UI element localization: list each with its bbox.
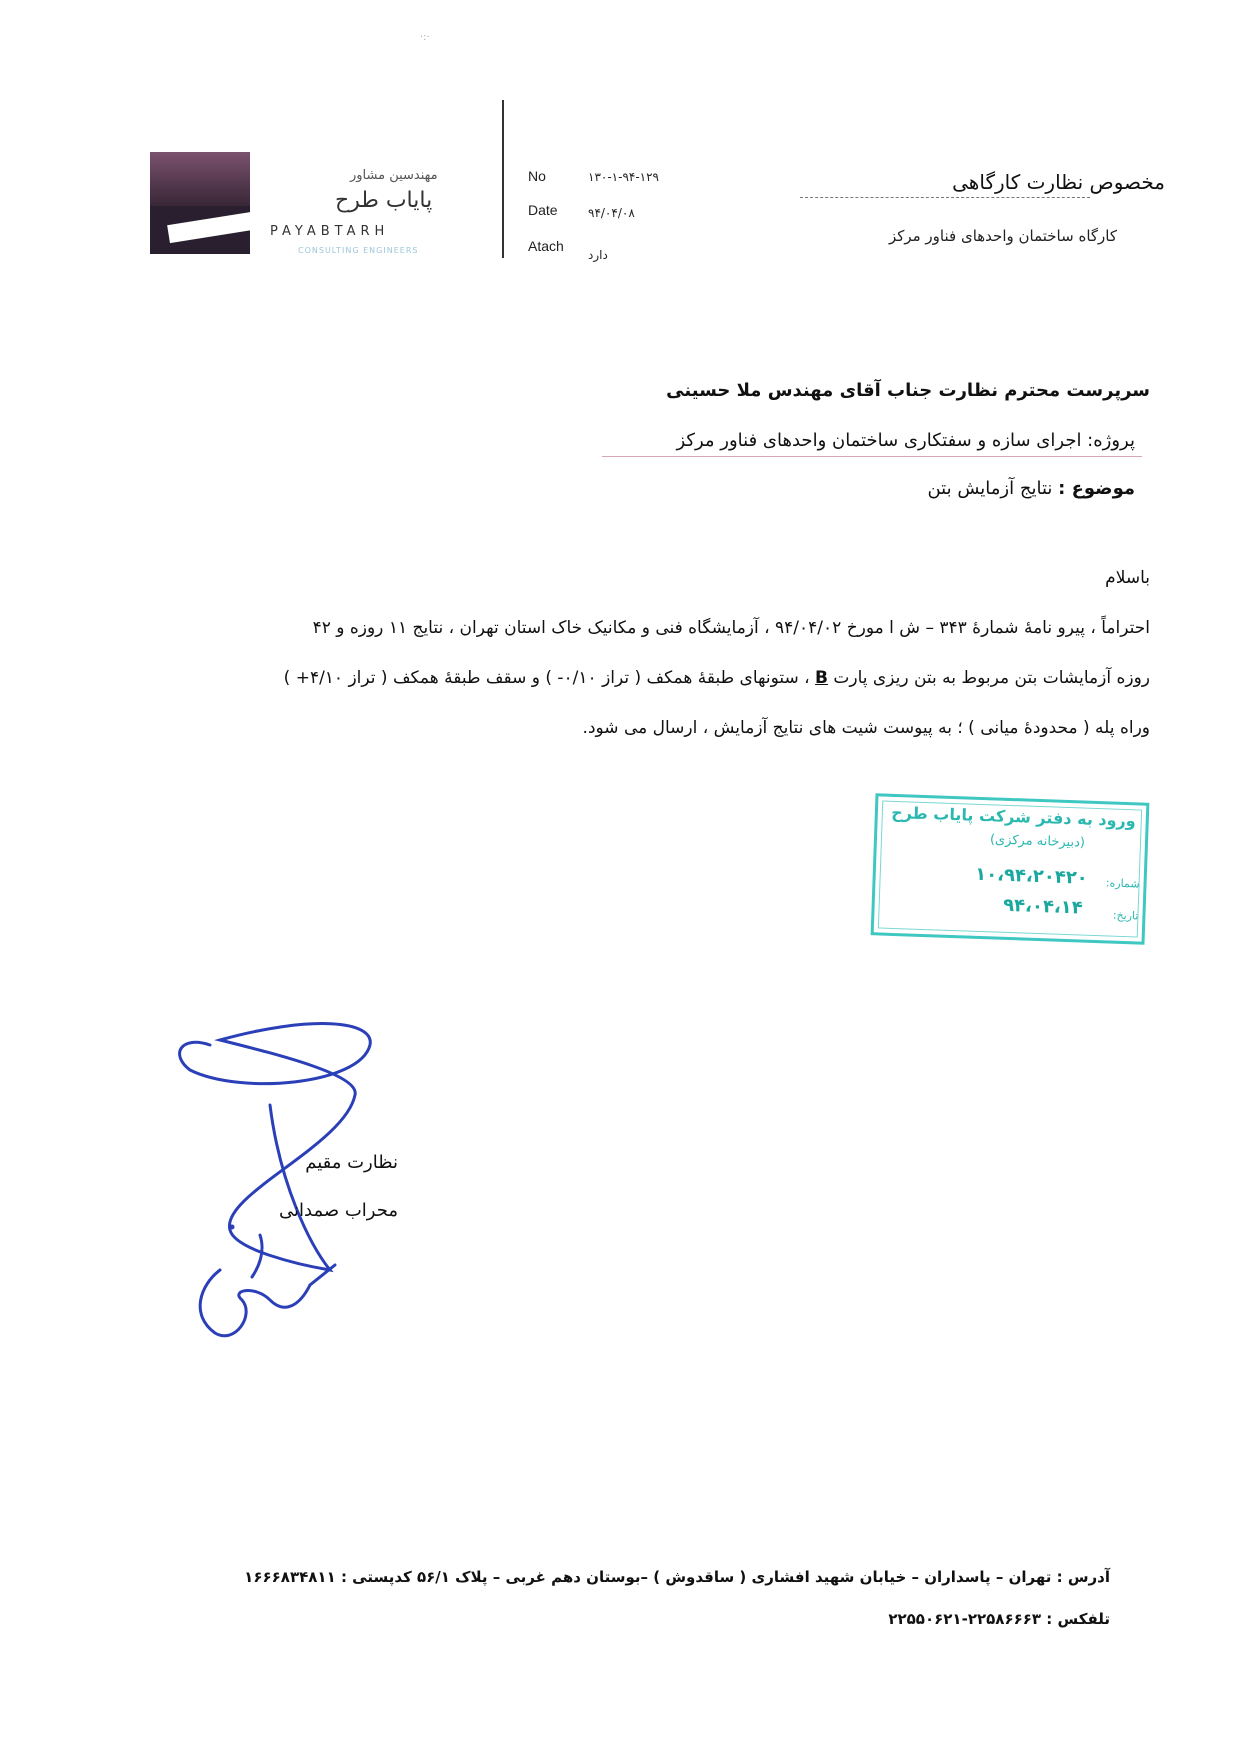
logo-fa-name: پایاب طرح — [335, 188, 433, 213]
letter-number-label: No — [528, 168, 546, 184]
project-underline — [602, 456, 1142, 457]
subject-line — [927, 478, 1135, 499]
logo-en-name: PAYABTARH — [270, 224, 390, 239]
stamp-number-value: ۱۰،۹۴،۲۰۴۲۰ — [974, 863, 1089, 889]
logo-shade — [150, 152, 250, 206]
signer-role: نظارت مقیم — [305, 1152, 398, 1173]
letter-date-label: Date — [528, 202, 558, 218]
body-line-1: احتراماً ، پیرو نامۀ شمارۀ ۳۴۳ – ش ا مورخ ۹۴/۰۴/۰۲ ، آزمایشگاه فنی و مکانیک خاک استان تهران ، نتایج ۱۱ روزه و ۴۲ — [312, 618, 1150, 638]
footer-phone: تلفکس : ۲۲۵۸۶۶۶۳-۲۲۵۵۰۶۲۱ — [888, 1610, 1110, 1628]
greeting: باسلام — [1105, 568, 1150, 588]
body-line-2-end: ، ستونهای طبقۀ همکف ( تراز ۰/۱۰- ) و سقف طبقۀ همکف ( تراز ۴/۱۰+ ) — [283, 668, 810, 688]
stamp-date-value: ۹۴،۰۴،۱۴ — [1002, 894, 1084, 919]
signer-name: محراب صمدانی — [278, 1200, 398, 1221]
subject-value: نتایج آزمایش بتن — [927, 478, 1053, 499]
header-subtitle: کارگاه ساختمان واحدهای فناور مرکز — [888, 227, 1117, 245]
letter-date-value: ۹۴/۰۴/۰۸ — [588, 206, 635, 220]
stamp-date-label: تاریخ: — [1112, 908, 1139, 923]
letter-number-value: ۱۳۰-۱-۹۴-۱۲۹ — [588, 170, 659, 184]
body-line-2 — [90, 668, 1150, 688]
header-title-underline — [800, 197, 1090, 198]
letter-attach-value: دارد — [588, 248, 608, 262]
header-title: مخصوص نظارت کارگاهی — [952, 170, 1165, 194]
header-divider — [502, 100, 504, 258]
received-stamp — [871, 793, 1150, 944]
stamp-title: ورود به دفتر شرکت پایاب طرح — [890, 802, 1137, 831]
project-line: پروژه: اجرای سازه و سفتکاری ساختمان واحدهای فناور مرکز — [676, 430, 1135, 451]
logo-en-tagline: CONSULTING ENGINEERS — [298, 246, 419, 255]
subject-label: موضوع : — [1058, 478, 1135, 499]
footer-address: آدرس : تهران – پاسداران – خیابان شهید افشاری ( ساقدوش ) –بوستان دهم غربی – پلاک ۵۶/۱ کدپستی : ۱۶۶۶۸۳۴۸۱۱ — [244, 1568, 1110, 1586]
recipient-line: سرپرست محترم نظارت جناب آقای مهندس ملا حسینی — [666, 380, 1150, 401]
stamp-number-label: شماره: — [1105, 876, 1140, 891]
part-b-mark: B — [815, 668, 828, 688]
top-scan-mark: ·:· — [420, 32, 430, 43]
logo-fa-tagline: مهندسین مشاور — [350, 168, 438, 183]
handwritten-signature — [160, 1015, 400, 1345]
letter-attach-label: Atach — [528, 238, 564, 254]
body-line-3: وراه پله ( محدودۀ میانی ) ؛ به پیوست شیت های نتایج آزمایش ، ارسال می شود. — [582, 718, 1150, 738]
stamp-subtitle: (دبیرخانه مرکزی) — [989, 832, 1086, 851]
company-logo-mark — [150, 152, 250, 254]
logo-stripe — [167, 211, 250, 243]
body-line-2-start: روزه آزمایشات بتن مربوط به بتن ریزی پارت — [833, 668, 1150, 688]
